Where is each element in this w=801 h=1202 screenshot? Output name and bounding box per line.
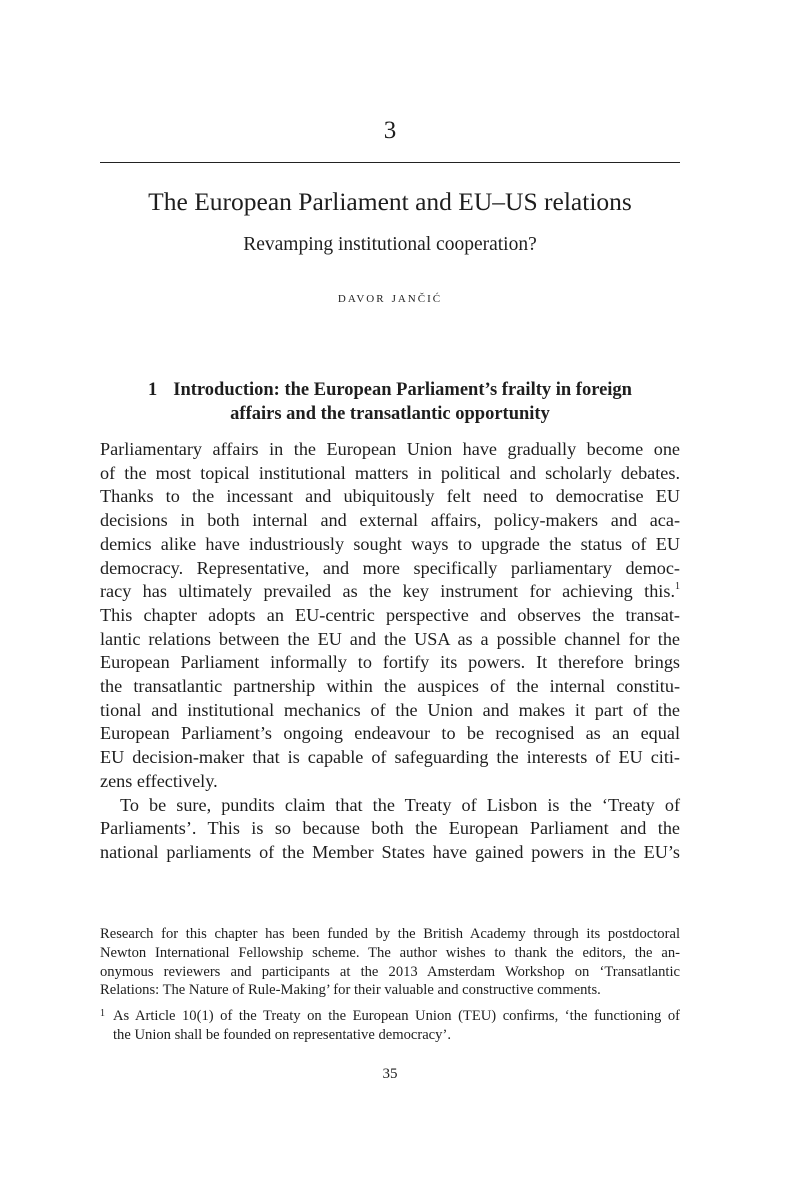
- footnote-line: onymous reviewers and participants at the 2013 Amsterdam Workshop on ‘Transatlantic: [100, 963, 680, 980]
- footnote-1-text: [113, 1007, 680, 1045]
- section-title-part-2: affairs and the transatlantic opportunity: [230, 404, 550, 424]
- text-line: demics alike have industriously sought ways to upgrade the status of EU: [100, 533, 680, 554]
- text-line: tional and institutional mechanics of the Union and makes it part of the: [100, 699, 680, 720]
- page-number: 35: [382, 1066, 398, 1082]
- footnote-line: As Article 10(1) of the Treaty on the European Union (TEU) confirms, ‘the functioning of: [113, 1008, 680, 1024]
- chapter-divider: [100, 162, 680, 163]
- text-line: decisions in both internal and external affairs, policy-makers and aca-: [100, 510, 680, 531]
- author-name: davor jančić: [337, 289, 443, 306]
- text-line: zens effectively.: [100, 770, 218, 791]
- text-line: To be sure, pundits claim that the Treaty of Lisbon is the ‘Treaty of: [120, 794, 680, 815]
- section-heading: [100, 378, 680, 426]
- section-number: 1: [148, 380, 158, 400]
- footnote-line: Research for this chapter has been funded by the British Academy through its postdoctoral: [100, 926, 680, 942]
- footnote-marker: 1: [100, 1008, 105, 1019]
- acknowledgement-note: [100, 925, 680, 1000]
- chapter-subtitle: Revamping institutional cooperation?: [243, 234, 537, 255]
- text-line: European Parliament informally to fortify its powers. It therefore brings: [100, 652, 680, 673]
- footnote-1: [100, 1007, 680, 1045]
- text-line: Parliaments’. This is so because both the European Parliament and the: [100, 818, 680, 839]
- paragraph-2: [100, 794, 680, 865]
- text-line: Thanks to the incessant and ubiquitously felt need to democratise EU: [100, 486, 680, 507]
- text-line: of the most topical institutional matters in political and scholarly debates.: [100, 462, 680, 483]
- text-line: Parliamentary affairs in the European Union have gradually become one: [100, 439, 680, 459]
- text-line: national parliaments of the Member States have gained powers in the EU’s: [100, 841, 680, 862]
- footnote-line: the Union shall be founded on representative democracy’.: [113, 1026, 451, 1043]
- footnote-line: Relations: The Nature of Rule-Making’ for their valuable and constructive comments.: [100, 982, 601, 999]
- text-line: democracy. Representative, and more specifically parliamentary democ-: [100, 557, 680, 578]
- section-title-part-1: Introduction: the European Parliament’s frailty in foreign: [173, 380, 632, 400]
- text-line: European Parliament’s ongoing endeavour to be recognised as an equal: [100, 723, 680, 744]
- footnote-reference[interactable]: 1: [675, 581, 680, 593]
- text-line: This chapter adopts an EU-centric perspective and observes the transat-: [100, 604, 680, 625]
- section-heading-line-1: [100, 378, 680, 402]
- paragraph-1: [100, 438, 680, 794]
- text-line: the transatlantic partnership within the auspices of the internal constitu-: [100, 676, 680, 697]
- chapter-number: 3: [383, 117, 397, 144]
- text-line-with-footnote: [100, 580, 680, 604]
- footnote-line: Newton International Fellowship scheme. The author wishes to thank the editors, the an-: [100, 944, 680, 961]
- chapter-title: The European Parliament and EU–US relations: [148, 187, 632, 216]
- text-line: lantic relations between the EU and the USA as a possible channel for the: [100, 628, 680, 649]
- body-text: [100, 438, 680, 865]
- text-line: EU decision-maker that is capable of safeguarding the interests of EU citi-: [100, 747, 680, 768]
- footnotes: [100, 925, 680, 1043]
- text-line: racy has ultimately prevailed as the key instrument for achieving this.: [100, 581, 675, 602]
